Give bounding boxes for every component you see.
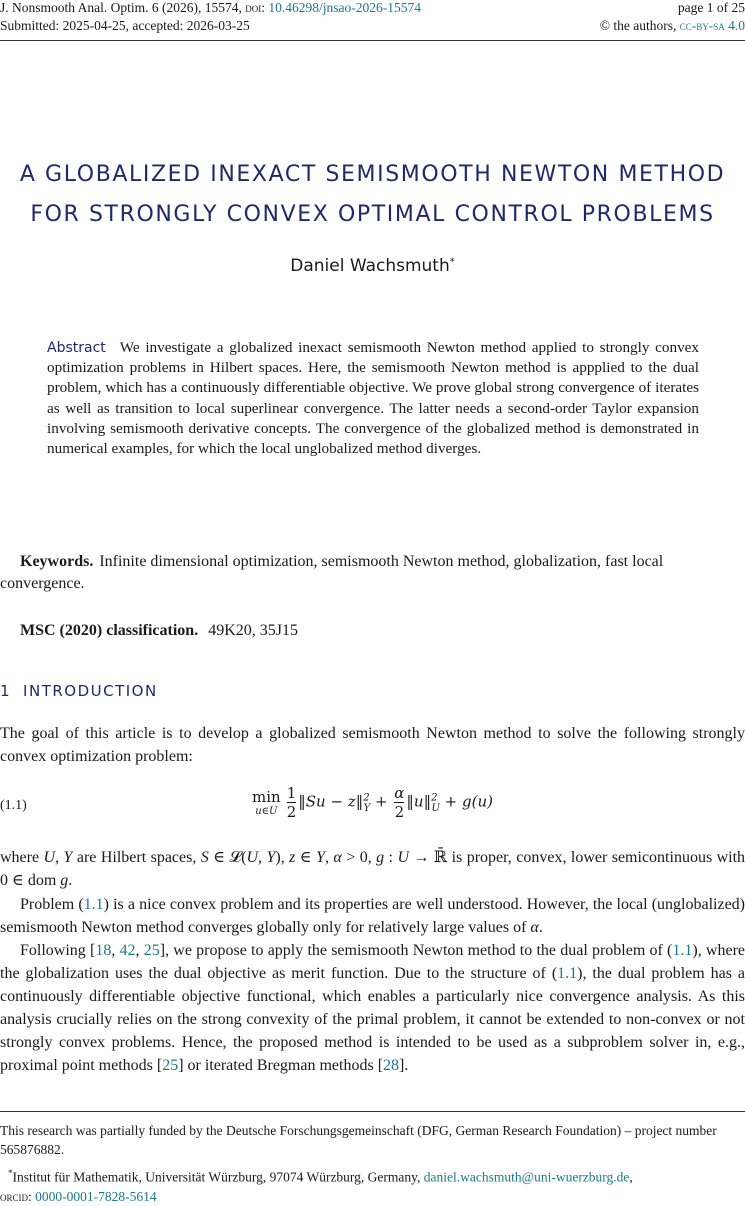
footnote-rule — [0, 1111, 745, 1112]
page-number: page 1 of 25 — [677, 0, 745, 15]
title-line-2: FOR STRONGLY CONVEX OPTIMAL CONTROL PROBLEMS — [30, 202, 715, 227]
eq-min-subscript: u∈U — [255, 805, 278, 817]
abstract-label: Abstract — [47, 340, 106, 356]
orcid-label: orcid: — [0, 1188, 32, 1204]
funding-footnote: This research was partially funded by the Deutsche Forschungsgemeinschaft (DFG, German Research Foundation) – project number 565876882. — [0, 1123, 717, 1157]
abstract — [47, 338, 699, 459]
ref-18[interactable]: 18 — [95, 942, 112, 959]
header-rule — [0, 40, 745, 41]
intro-paragraph-4: Following [18, 42, 25], we propose to apply the semismooth Newton method to the dual problem of (1.1), where the globalization uses the dual objective as merit function. Due to the structure of (1.1), the dual problem has a continuously differentiable objective functional, which enables a particularly nice convergence analysis. As this analysis crucially relies on the strong convexity of the primal problem, it cannot be extended to non-convex or not strongly convex problems. Hence, the proposed method is intended to be used as a subproblem solver in, e.g., proximal point methods [25] or iterated Bregman methods [28]. — [0, 942, 745, 1074]
title-line-1: A GLOBALIZED INEXACT SEMISMOOTH NEWTON METHOD — [19, 162, 726, 187]
author — [0, 256, 745, 276]
eq-min: min — [252, 787, 281, 806]
ref-eq-1-1-b[interactable]: 1.1 — [672, 942, 693, 959]
doi-label: doi: — [245, 0, 265, 15]
orcid-link[interactable]: 0000-0001-7828-5614 — [35, 1188, 157, 1204]
ref-eq-1-1-c[interactable]: 1.1 — [557, 965, 578, 982]
section-number: 1 — [0, 682, 12, 700]
intro-paragraph-3: Problem (1.1) is a nice convex problem and its properties are well understood. However, the local (unglobalized) semismooth Newton method converges globally only for relatively large values of α. — [0, 896, 745, 936]
ref-25-b[interactable]: 25 — [162, 1057, 179, 1074]
equation-label: (1.1) — [0, 798, 27, 813]
ref-eq-1-1[interactable]: 1.1 — [83, 896, 104, 913]
section-title: INTRODUCTION — [23, 682, 158, 700]
intro-paragraph-2: where U, Y are Hilbert spaces, S ∈ 𝓛(U, Y), z ∈ Y, α > 0, g : U → ℝ̄ is proper, convex, lower semicontinuous with 0 ∈ dom g. — [0, 849, 745, 889]
submission-dates: Submitted: 2025-04-25, accepted: 2026-03-25 — [0, 18, 250, 33]
equation-1-1: min u∈U $\frac{1}{2}$ ‖Su − z‖$^2_Y$ + $\frac{\alpha}{2}$ ‖u‖$^2_U$ + g(u) — [252, 784, 494, 821]
intro-paragraph-1: The goal of this article is to develop a globalized semismooth Newton method to solve the following strongly convex optimization problem: — [0, 725, 745, 765]
journal-citation: J. Nonsmooth Anal. Optim. 6 (2026), 15574, — [0, 0, 242, 15]
msc-label: MSC (2020) classification. — [20, 622, 199, 639]
ref-42[interactable]: 42 — [119, 942, 136, 959]
ref-25[interactable]: 25 — [143, 942, 160, 959]
abstract-text: We investigate a globalized inexact semismooth Newton method applied to strongly convex optimization problems in Hilbert spaces. Here, the semismooth Newton method is appplied to the dual problem, which has a continuously differentiable objective. We prove global strong convergence of iterates as well as transition to local superlinear convergence. The latter needs a second-order Taylor expansion involving semismooth derivative concepts. The convergence of the globalized method is demonstrated in numerical examples, for which the local unglobalized method diverges. — [47, 339, 699, 458]
affiliation-footnote: *Institut für Mathematik, Universität Würzburg, 97074 Würzburg, Germany, daniel.wachsmuth@uni-wuerzburg.de, orcid: 0000-0001-7828-5614 — [0, 1168, 633, 1204]
keywords — [0, 551, 745, 595]
copyright: © the authors, — [599, 18, 677, 33]
doi-link[interactable]: 10.46298/jnsao-2026-15574 — [268, 0, 421, 15]
section-heading — [0, 682, 158, 700]
author-name: Daniel Wachsmuth — [290, 256, 450, 276]
msc-classification — [20, 620, 745, 642]
ref-28[interactable]: 28 — [383, 1057, 400, 1074]
keywords-text: Infinite dimensional optimization, semismooth Newton method, globalization, fast local convergence. — [0, 553, 664, 592]
author-email[interactable]: daniel.wachsmuth@uni-wuerzburg.de — [423, 1169, 630, 1185]
keywords-label: Keywords. — [20, 553, 94, 570]
author-footnote-mark: * — [449, 256, 455, 268]
msc-codes: 49K20, 35J15 — [208, 622, 298, 639]
license-link[interactable]: cc-by-sa 4.0 — [679, 18, 745, 33]
